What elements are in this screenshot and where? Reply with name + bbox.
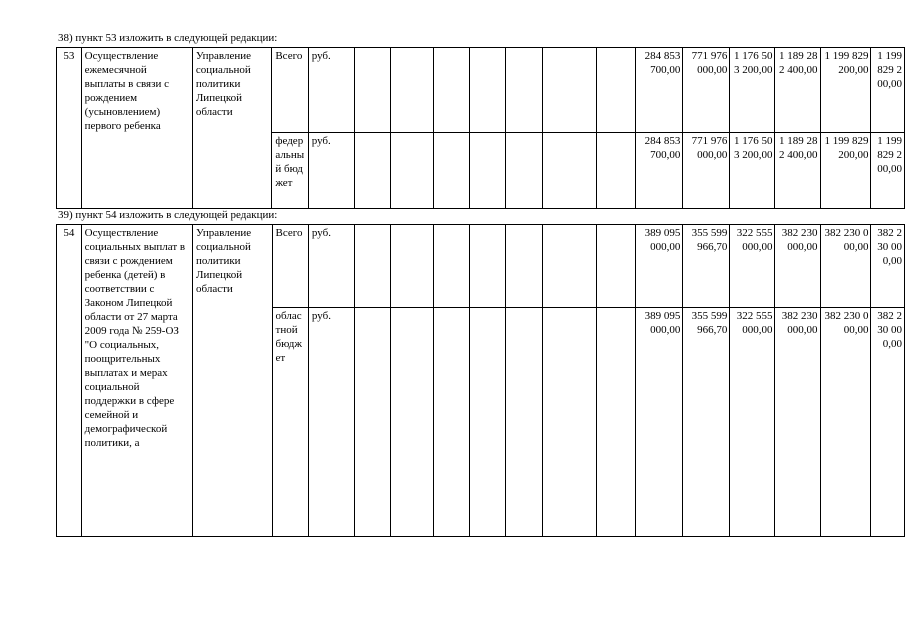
empty-cell xyxy=(355,225,391,308)
value-cell: 355 599 966,70 xyxy=(683,308,730,537)
activity-name: Осуществление социальных выплат в связи с рождением ребенка (детей) в соответствии с Законом Липецкой области от 27 марта 2009 года № 259-ОЗ "О социальных, поощрительных выплатах и мерах социальной поддержки в сфере семейной и демографической политики, а xyxy=(81,225,192,537)
activity-name: Осуществление ежемесячной выплаты в связи с рождением (усыновлением) первого ребенка xyxy=(81,48,192,209)
empty-cell xyxy=(506,225,542,308)
empty-cell xyxy=(542,133,597,209)
program-table-54 xyxy=(56,224,905,537)
unit: руб. xyxy=(308,225,354,308)
value-cell: 355 599 966,70 xyxy=(683,225,730,308)
value-cell: 389 095 000,00 xyxy=(636,308,683,537)
empty-cell xyxy=(597,225,636,308)
value-cell: 1 189 282 400,00 xyxy=(775,133,820,209)
section-heading-38: 38) пункт 53 изложить в следующей редакции: xyxy=(58,32,278,44)
empty-cell xyxy=(542,225,597,308)
section-heading-39: 39) пункт 54 изложить в следующей редакции: xyxy=(58,209,278,221)
row-number: 53 xyxy=(57,48,82,209)
executor-name: Управление социальной политики Липецкой области xyxy=(193,225,273,537)
executor-name: Управление социальной политики Липецкой области xyxy=(192,48,272,209)
empty-cell xyxy=(434,48,470,133)
empty-cell xyxy=(434,133,470,209)
value-cell: 382 230 000,00 xyxy=(871,225,905,308)
funding-source: областной бюджет xyxy=(272,308,308,537)
empty-cell xyxy=(470,308,506,537)
empty-cell xyxy=(470,133,506,209)
unit: руб. xyxy=(308,308,354,537)
row-number: 54 xyxy=(57,225,82,537)
empty-cell xyxy=(391,133,434,209)
value-cell: 1 176 503 200,00 xyxy=(730,133,775,209)
value-cell: 1 189 282 400,00 xyxy=(775,48,820,133)
value-cell: 322 555 000,00 xyxy=(730,308,775,537)
empty-cell xyxy=(354,133,390,209)
funding-source: Всего xyxy=(272,225,308,308)
value-cell: 389 095 000,00 xyxy=(636,225,683,308)
empty-cell xyxy=(506,133,542,209)
value-cell: 382 230 000,00 xyxy=(820,225,871,308)
empty-cell xyxy=(434,225,470,308)
value-cell: 771 976 000,00 xyxy=(683,48,730,133)
funding-source: федеральный бюджет xyxy=(272,133,308,209)
value-cell: 1 199 829 200,00 xyxy=(871,133,905,209)
empty-cell xyxy=(597,48,636,133)
empty-cell xyxy=(391,225,434,308)
value-cell: 284 853 700,00 xyxy=(636,48,683,133)
empty-cell xyxy=(354,48,390,133)
program-table-53 xyxy=(56,47,905,209)
empty-cell xyxy=(470,48,506,133)
empty-cell xyxy=(355,308,391,537)
empty-cell xyxy=(470,225,506,308)
unit: руб. xyxy=(308,133,354,209)
table-row xyxy=(57,48,905,133)
value-cell: 1 176 503 200,00 xyxy=(730,48,775,133)
value-cell: 382 230 000,00 xyxy=(820,308,871,537)
value-cell: 1 199 829 200,00 xyxy=(820,133,871,209)
unit: руб. xyxy=(308,48,354,133)
empty-cell xyxy=(597,133,636,209)
value-cell: 322 555 000,00 xyxy=(730,225,775,308)
value-cell: 771 976 000,00 xyxy=(683,133,730,209)
empty-cell xyxy=(391,308,434,537)
empty-cell xyxy=(542,48,597,133)
value-cell: 1 199 829 200,00 xyxy=(820,48,871,133)
empty-cell xyxy=(542,308,597,537)
empty-cell xyxy=(506,308,542,537)
funding-source: Всего xyxy=(272,48,308,133)
value-cell: 284 853 700,00 xyxy=(636,133,683,209)
value-cell: 382 230 000,00 xyxy=(871,308,905,537)
value-cell: 382 230 000,00 xyxy=(775,308,820,537)
table-row xyxy=(57,225,905,308)
empty-cell xyxy=(597,308,636,537)
value-cell: 1 199 829 200,00 xyxy=(871,48,905,133)
empty-cell xyxy=(506,48,542,133)
empty-cell xyxy=(434,308,470,537)
value-cell: 382 230 000,00 xyxy=(775,225,820,308)
empty-cell xyxy=(391,48,434,133)
